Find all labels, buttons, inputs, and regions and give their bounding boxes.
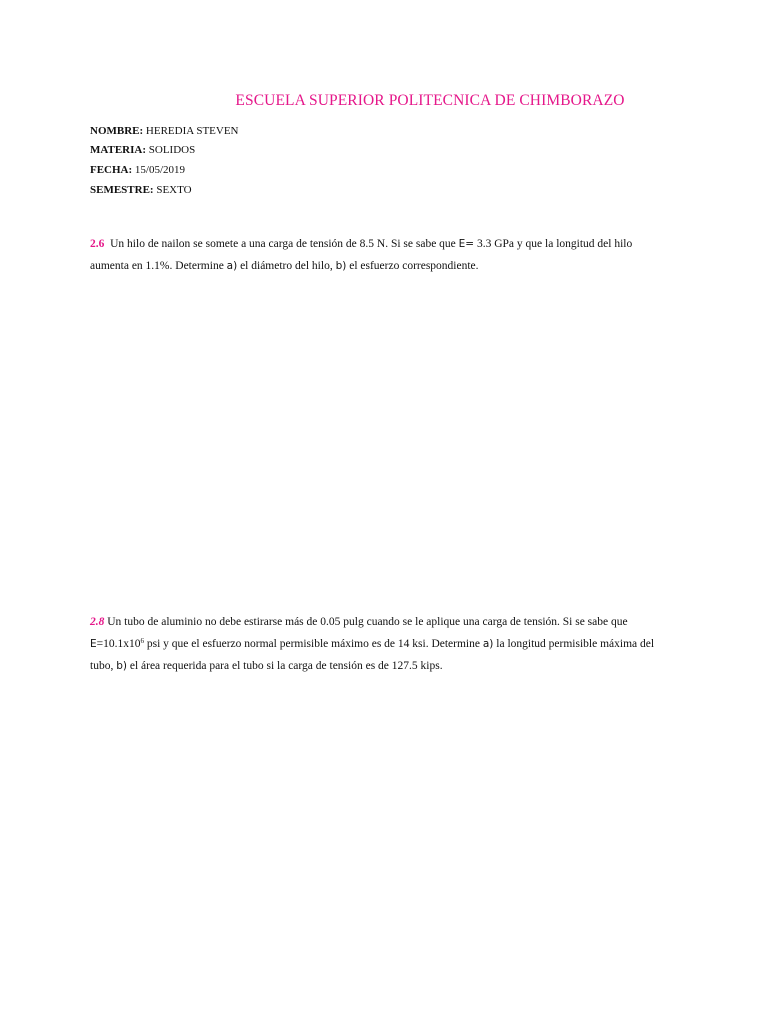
problem-text: tubo, [90,660,114,672]
problem-2-6 [90,233,690,277]
nombre-value: HEREDIA STEVEN [145,125,239,137]
part-b-marker: b) [335,260,347,272]
semestre-label: SEMESTRE: [90,184,154,196]
modulus-exponent: 6 [140,637,145,645]
problem-text: el área requerida para el tubo si la carga de tensión es de 127.5 kips. [129,660,443,672]
part-b-marker: b) [116,660,127,672]
problem-number: 2.6 [90,238,105,250]
part-a-marker: a) [226,260,238,272]
fecha-value: 15/05/2019 [134,164,186,176]
materia-label: MATERIA: [90,144,147,156]
problem-text: Un hilo de nailon se somete a una carga de tensión de 8.5 N. Si se sabe que [110,238,456,250]
problem-2-8 [90,611,690,677]
modulus-value: =10.1x10 [96,638,141,650]
nombre-label: NOMBRE: [90,125,144,137]
fecha-label: FECHA: [90,164,133,176]
school-title-text: ESCUELA SUPERIOR POLITECNICA DE CHIMBORAZO [235,92,625,109]
modulus-symbol: E= [458,238,475,250]
problem-text: el diámetro del hilo, [240,260,333,272]
school-title [0,92,768,110]
problem-text: 3.3 GPa y que la longitud del hilo [476,238,633,250]
semestre-value: SEXTO [156,184,192,196]
problem-text: aumenta en 1.1%. Determine [90,260,224,272]
modulus-symbol: E [90,638,97,650]
problem-text: el esfuerzo correspondiente. [349,260,479,272]
problem-number: 2.8 [90,616,105,628]
semestre-line [90,184,192,197]
fecha-line [90,164,185,177]
problem-text: psi y que el esfuerzo normal permisible máximo es de 14 ksi. Determine [146,638,480,650]
nombre-line [90,125,239,138]
materia-line [90,144,195,157]
problem-text: Un tubo de aluminio no debe estirarse más de 0.05 pulg cuando se le aplique una carga de tensión. Si se sabe que [107,616,628,628]
part-a-marker: a) [482,638,494,650]
problem-text: la longitud permisible máxima del [496,638,655,650]
materia-value: SOLIDOS [148,144,196,156]
